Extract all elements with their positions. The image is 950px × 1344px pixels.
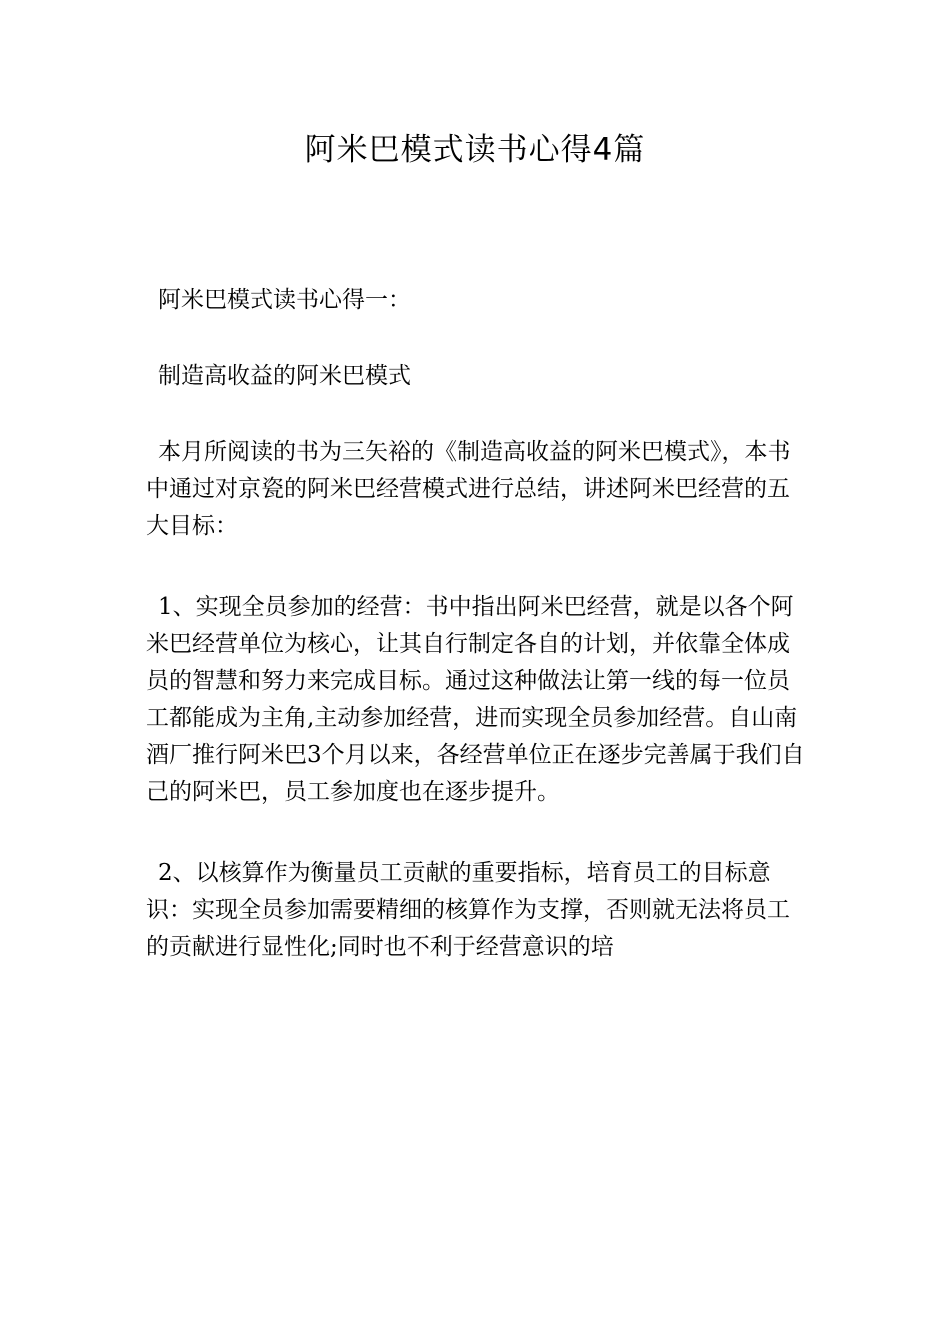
body-paragraph: 1、实现全员参加的经营：书中指出阿米巴经营，就是以各个阿米巴经营单位为核心，让其自行制定各自的计划，并依靠全体成员的智慧和努力来完成目标。通过这种做法让第一线的每一位员工都能成为主角,主动参加经营，进而实现全员参加经营。自山南酒厂推行阿米巴3个月以来，各经营单位正在逐步完善属于我们自己的阿米巴，员工参加度也在逐步提升。	[146, 594, 805, 805]
document-body	[146, 282, 812, 1010]
section-heading: 阿米巴模式读书心得一：	[158, 287, 411, 313]
body-paragraph: 2、以核算作为衡量员工贡献的重要指标，培育员工的目标意识：实现全员参加需要精细的核算作为支撑，否则就无法将员工的贡献进行显性化;同时也不利于经营意识的培	[146, 860, 790, 960]
book-title-paragraph: 制造高收益的阿米巴模式	[158, 363, 411, 389]
body-paragraph: 本月所阅读的书为三矢裕的《制造高收益的阿米巴模式》，本书中通过对京瓷的阿米巴经营模式进行总结，讲述阿米巴经营的五大目标：	[146, 439, 791, 539]
document-title: 阿米巴模式读书心得4篇	[304, 132, 646, 168]
